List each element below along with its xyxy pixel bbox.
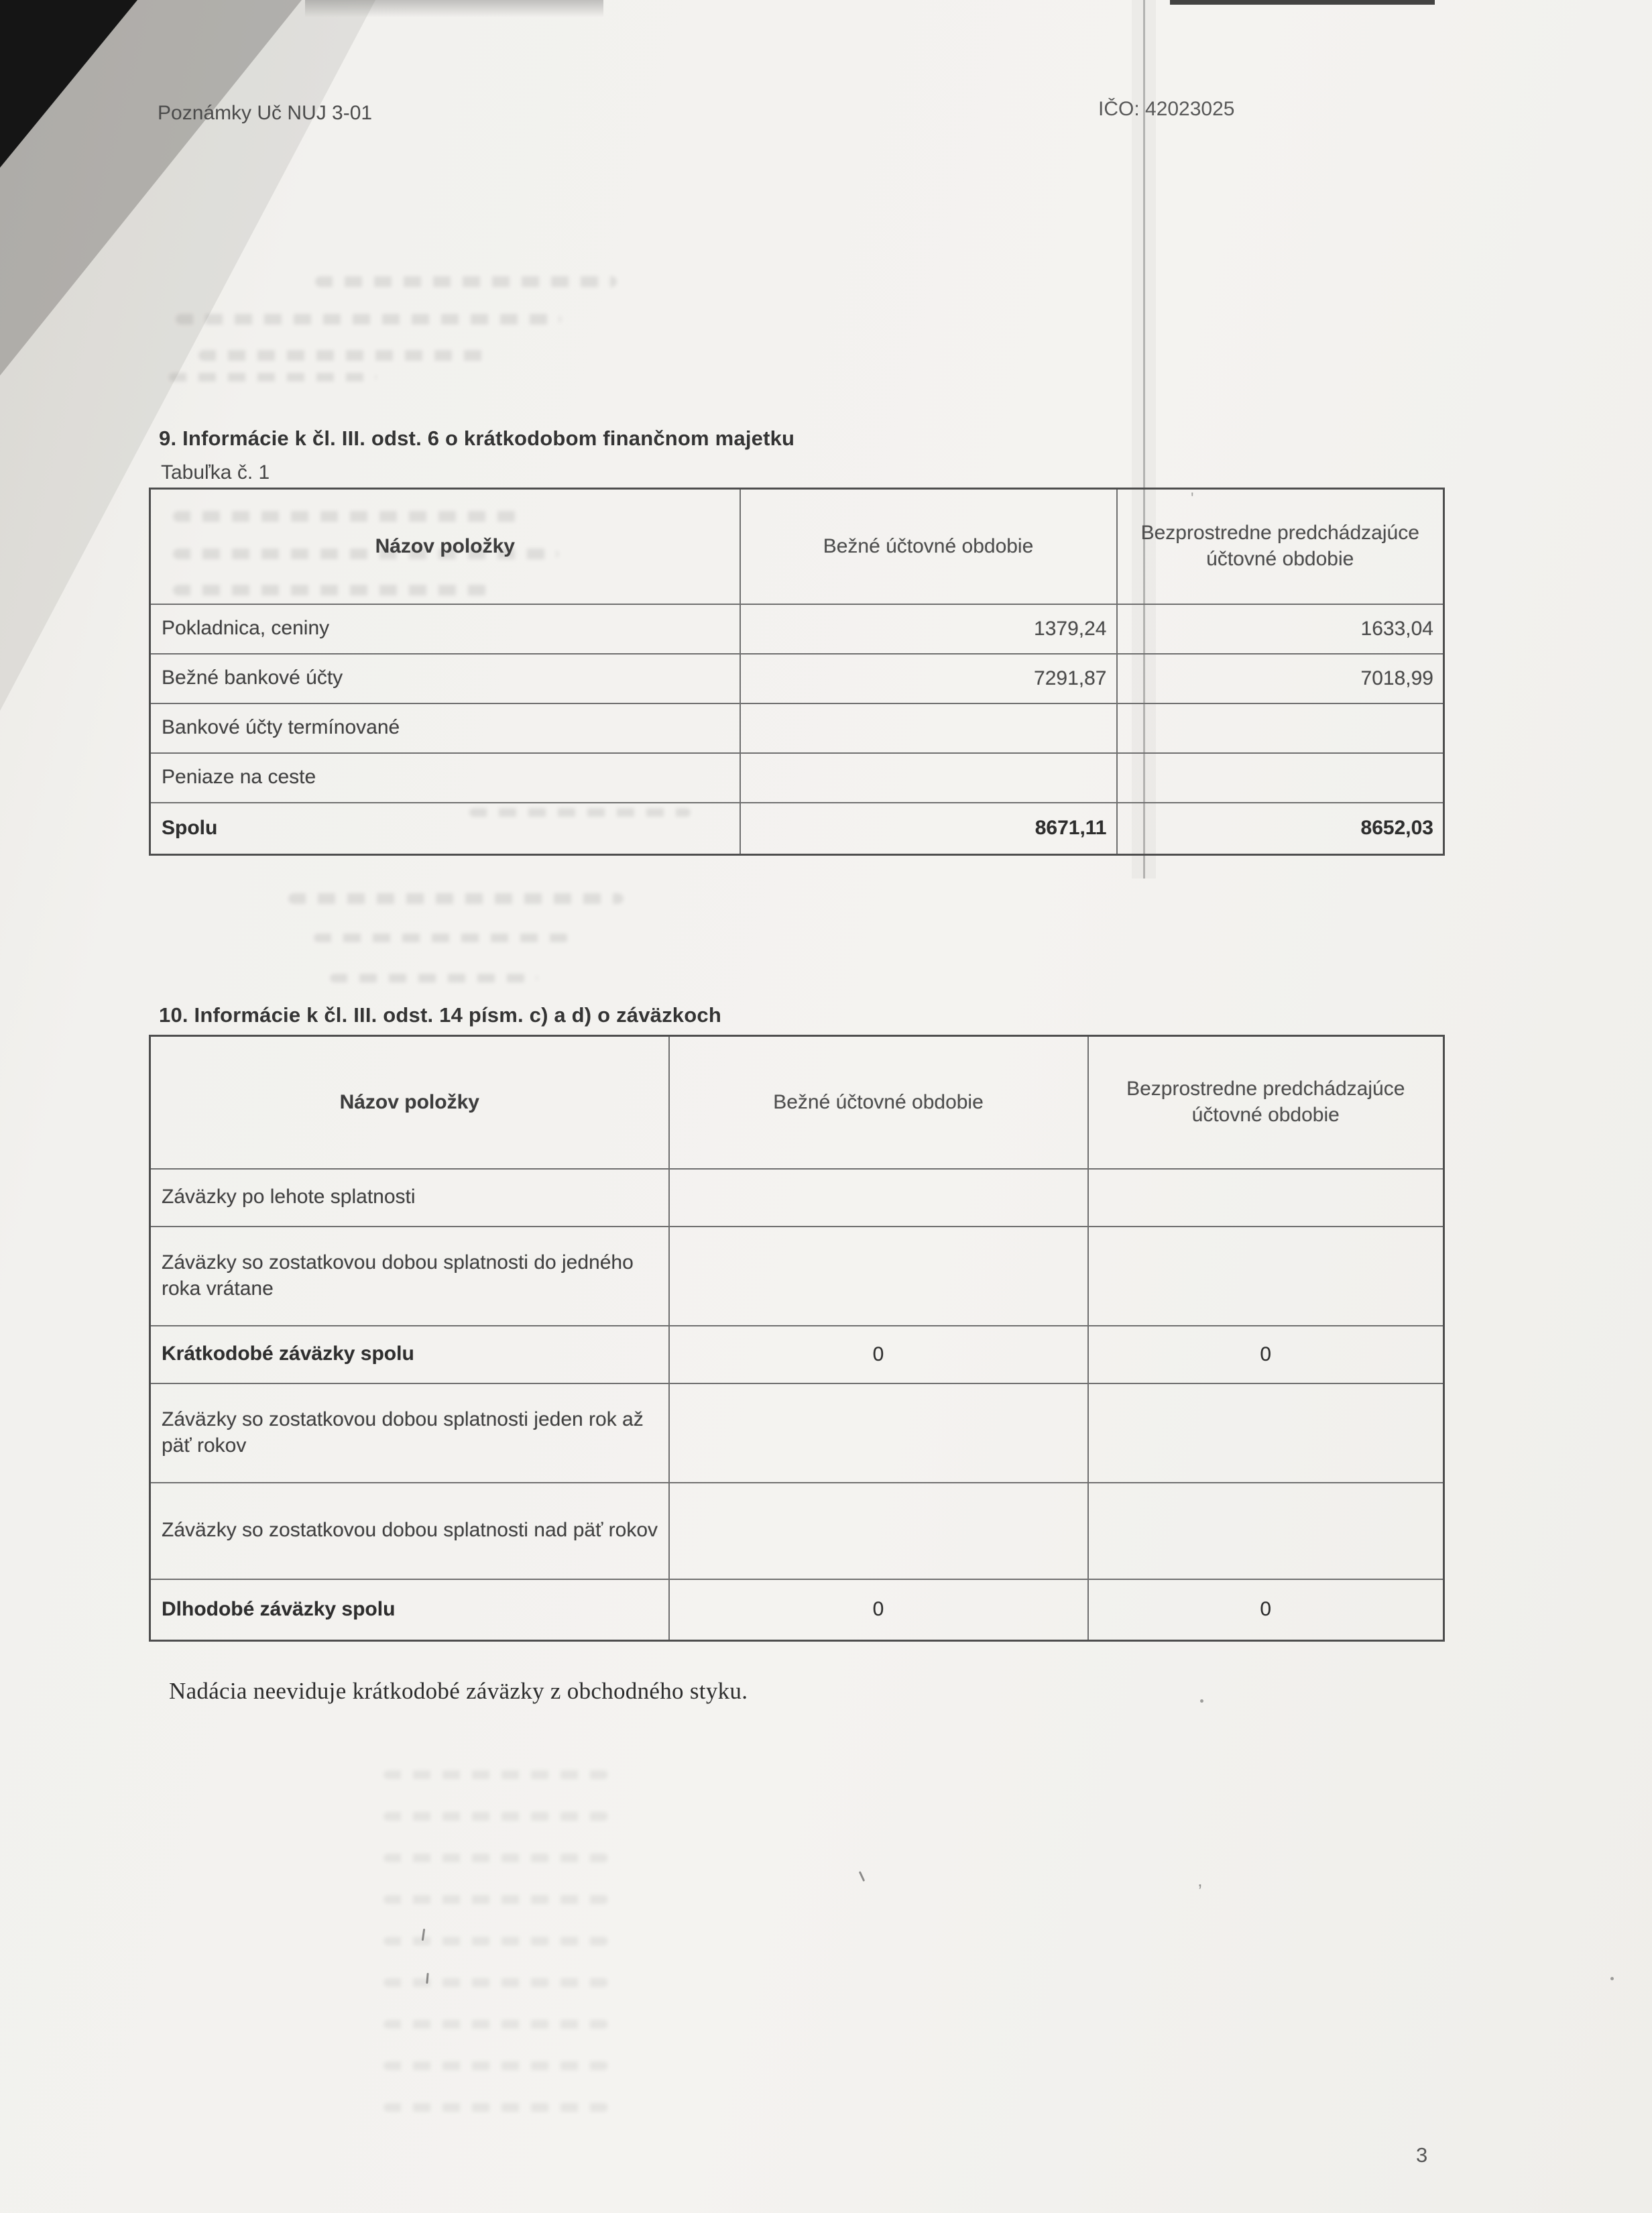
value-previous: 7018,99	[1117, 654, 1444, 703]
table-row	[150, 1227, 1444, 1326]
table-subtotal-row	[150, 1579, 1444, 1641]
row-label: Bankové účty termínované	[150, 703, 740, 753]
scan-speck	[1200, 1699, 1203, 1703]
value-previous	[1088, 1483, 1444, 1579]
scan-artifact-tick	[859, 1871, 865, 1882]
bleedthrough-ghost	[384, 1854, 608, 1862]
table-header-row	[150, 1036, 1444, 1169]
bleedthrough-ghost	[384, 2103, 608, 2112]
note-text: Nadácia neeviduje krátkodobé záväzky z obchodného styku.	[169, 1678, 748, 1704]
page-number: 3	[1416, 2143, 1428, 2167]
column-header-previous-period: Bezprostredne predchádzajúce účtovné obdobie	[1088, 1036, 1444, 1169]
bleedthrough-ghost	[384, 2061, 608, 2070]
row-label: Pokladnica, ceniny	[150, 604, 740, 654]
row-label: Peniaze na ceste	[150, 753, 740, 803]
section-9-title: 9. Informácie k čl. III. odst. 6 o krátkodobom finančnom majetku	[159, 427, 795, 450]
bleedthrough-ghost	[314, 933, 569, 942]
value-current: 8671,11	[740, 803, 1117, 855]
value-previous	[1088, 1227, 1444, 1326]
value-previous	[1117, 703, 1444, 753]
row-label: Záväzky po lehote splatnosti	[150, 1169, 669, 1227]
table-row	[150, 753, 1444, 803]
table-liabilities	[149, 1035, 1445, 1642]
value-previous: 8652,03	[1117, 803, 1444, 855]
table-subtotal-row	[150, 1326, 1444, 1383]
bleedthrough-ghost	[384, 1978, 608, 1987]
value-current	[669, 1227, 1088, 1326]
table-row	[150, 604, 1444, 654]
table-row	[150, 1483, 1444, 1579]
table-total-row	[150, 803, 1444, 855]
bleedthrough-ghost	[169, 373, 377, 382]
column-header-item-name: Názov položky	[150, 489, 740, 604]
value-current	[669, 1483, 1088, 1579]
row-label: Bežné bankové účty	[150, 654, 740, 703]
value-current	[669, 1169, 1088, 1227]
column-header-previous-period: Bezprostredne predchádzajúce účtovné obdobie	[1117, 489, 1444, 604]
table-header-row	[150, 489, 1444, 604]
row-label: Krátkodobé záväzky spolu	[150, 1326, 669, 1383]
value-current: 7291,87	[740, 654, 1117, 703]
bleedthrough-ghost	[384, 1937, 608, 1945]
bleedthrough-ghost	[384, 1812, 608, 1821]
column-header-current-period: Bežné účtovné obdobie	[740, 489, 1117, 604]
table-1-label: Tabuľka č. 1	[161, 461, 270, 484]
row-label: Záväzky so zostatkovou dobou splatnosti do jedného roka vrátane	[150, 1227, 669, 1326]
value-previous: 0	[1088, 1579, 1444, 1641]
bleedthrough-ghost	[384, 1770, 608, 1779]
value-current: 0	[669, 1579, 1088, 1641]
table-row	[150, 1383, 1444, 1483]
bleedthrough-ghost	[198, 350, 487, 361]
value-previous	[1088, 1169, 1444, 1227]
row-label: Záväzky so zostatkovou dobou splatnosti jeden rok až päť rokov	[150, 1383, 669, 1483]
value-previous: 1633,04	[1117, 604, 1444, 654]
table-row	[150, 703, 1444, 753]
bleedthrough-ghost	[384, 1895, 608, 1904]
section-10-title: 10. Informácie k čl. III. odst. 14 písm. c) a d) o záväzkoch	[159, 1003, 721, 1027]
bleedthrough-ghost	[330, 974, 538, 982]
scan-artifact-comma: ,	[1197, 1870, 1203, 1890]
value-previous: 0	[1088, 1326, 1444, 1383]
ico-number: IČO: 42023025	[1098, 98, 1235, 120]
column-header-current-period: Bežné účtovné obdobie	[669, 1036, 1088, 1169]
value-previous	[1088, 1383, 1444, 1483]
value-current: 1379,24	[740, 604, 1117, 654]
form-code: Poznámky Uč NUJ 3-01	[158, 102, 373, 124]
value-current: 0	[669, 1326, 1088, 1383]
table-row	[150, 654, 1444, 703]
row-label: Dlhodobé záväzky spolu	[150, 1579, 669, 1641]
value-previous	[1117, 753, 1444, 803]
bleedthrough-ghost	[288, 893, 624, 904]
bleedthrough-ghost	[176, 314, 561, 325]
value-current	[740, 703, 1117, 753]
scan-artifact-apostrophe: '	[1191, 490, 1194, 508]
value-current	[669, 1383, 1088, 1483]
row-label: Záväzky so zostatkovou dobou splatnosti nad päť rokov	[150, 1483, 669, 1579]
scan-edge-mark	[1170, 0, 1435, 5]
scan-speck	[1610, 1977, 1614, 1980]
column-header-item-name: Názov položky	[150, 1036, 669, 1169]
table-row	[150, 1169, 1444, 1227]
value-current	[740, 753, 1117, 803]
table-short-term-financial-assets	[149, 488, 1445, 856]
bleedthrough-ghost	[384, 2020, 608, 2029]
row-label: Spolu	[150, 803, 740, 855]
bleedthrough-ghost	[315, 276, 617, 287]
